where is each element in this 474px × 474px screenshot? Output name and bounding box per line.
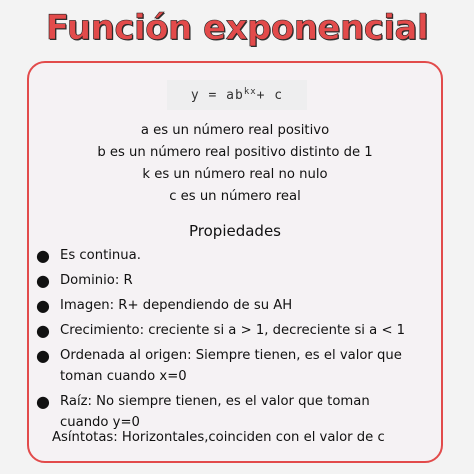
property-text: Ordenada al origen: Siempre tienen, es el valor que: [60, 348, 402, 363]
bullet-icon: ●: [36, 321, 50, 340]
property-item: [34, 295, 439, 316]
asymptotes-text: Asíntotas: Horizontales,coinciden con el valor de c: [52, 430, 385, 445]
property-text: Es continua.: [60, 248, 141, 263]
property-text-continued: toman cuando x=0: [60, 369, 187, 384]
property-text-continued: cuando y=0: [60, 415, 140, 430]
formula-exponent: kx: [243, 87, 257, 97]
property-item: [34, 320, 439, 341]
bullet-icon: ●: [36, 296, 50, 315]
definitions: [27, 120, 443, 208]
property-item: [34, 270, 439, 291]
property-text: Imagen: R+ dependiendo de su AH: [60, 298, 293, 313]
property-text: Crecimiento: creciente si a > 1, decreciente si a < 1: [60, 323, 406, 338]
definition-c: c es un número real: [169, 189, 301, 204]
definition-k: k es un número real no nulo: [142, 167, 328, 182]
property-item: [34, 391, 439, 433]
page-title: Función exponencial: [45, 8, 429, 48]
definition-a: a es un número real positivo: [140, 123, 330, 138]
property-text: Dominio: R: [60, 273, 133, 288]
bullet-icon: ●: [36, 271, 50, 290]
bullet-icon: ●: [36, 346, 50, 365]
property-text: Raíz: No siempre tienen, es el valor que toman: [60, 394, 370, 409]
formula-main: y = ab: [190, 87, 244, 103]
properties-list: [34, 245, 439, 437]
bullet-icon: ●: [36, 246, 50, 265]
formula-tail: + c: [256, 87, 284, 103]
property-item: [34, 245, 439, 266]
definition-b: b es un número real positivo distinto de 1: [97, 145, 373, 160]
properties-heading: Propiedades: [189, 222, 281, 240]
bullet-icon: ●: [36, 392, 50, 411]
formula: [167, 80, 307, 110]
property-item: [34, 345, 439, 387]
